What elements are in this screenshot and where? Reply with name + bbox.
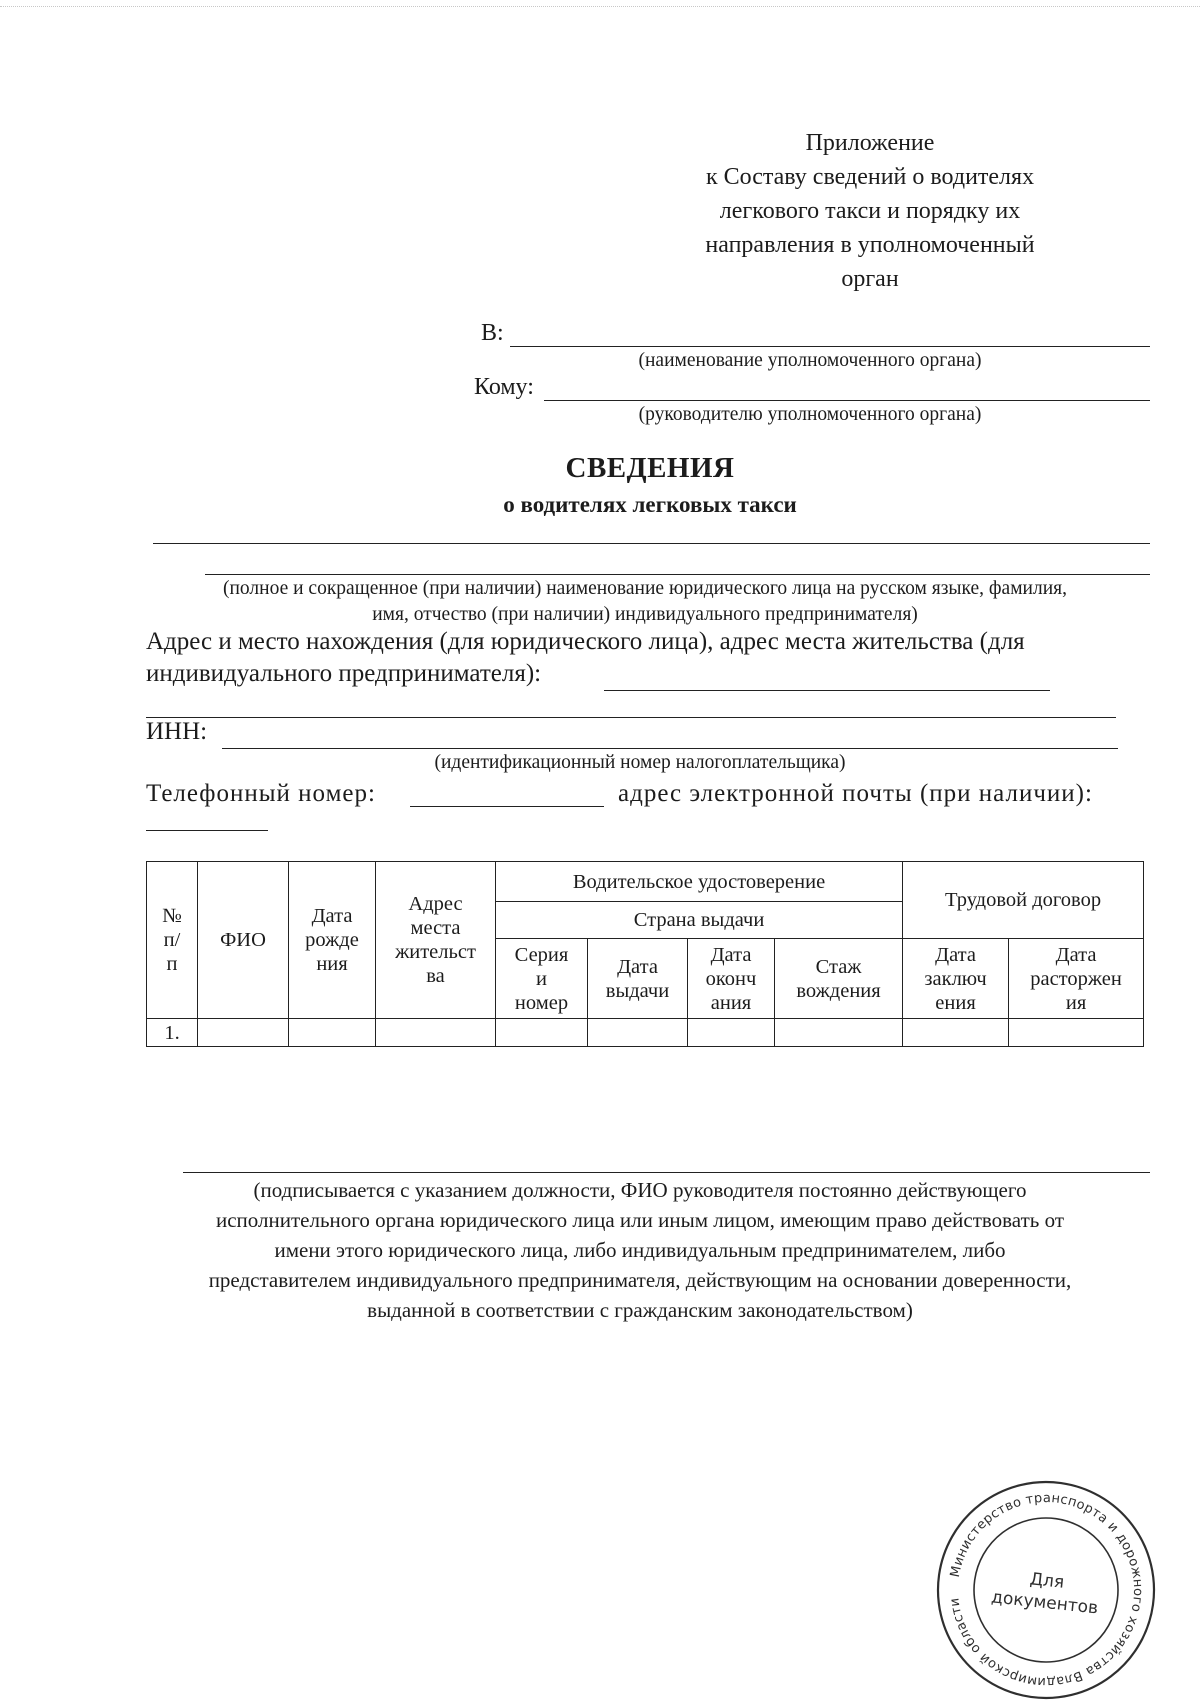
col-header-termination-date [1009,939,1144,1019]
signature-note-line: (подписывается с указанием должности, ФИО руководителя постоянно действующего [253,1178,1027,1202]
col-header-end-line: Дата [710,943,752,966]
table-cell[interactable] [903,1019,1009,1047]
col-header-series-line: Серия [514,943,569,966]
org-name-line-1[interactable] [153,543,1150,544]
email-input-line[interactable] [146,830,268,831]
col-header-number-line: п/ [163,929,181,951]
table-cell[interactable] [198,1019,289,1047]
col-header-experience-line: вождения [796,979,881,1002]
stamp-ring-text: Министерство транспорта и дорожного хозяйства Владимирской области [947,1490,1146,1690]
col-header-end-line: оконч [705,967,757,990]
col-header-address-line: жительст [395,941,476,963]
col-header-issue-line: выдачи [605,979,670,1002]
whom-label: Кому: [474,374,534,400]
col-header-number-line: № [162,905,182,927]
appendix-line: орган [841,266,899,292]
signature-note-line: представителем индивидуального предпринимателя, действующим на основании доверенности, [208,1268,1072,1292]
signature-note-line: выданной в соответствии с гражданским законодательством) [367,1298,913,1322]
inn-label: ИНН: [146,718,208,745]
stamp-center-line-2: документов [990,1587,1100,1619]
appendix-header [640,126,1100,296]
signature-note [140,1175,1140,1325]
col-header-issue-date [588,939,688,1019]
to-label: В: [481,320,504,346]
phone-input-line[interactable] [410,806,604,807]
col-header-contract-line: Дата [935,943,976,966]
whom-input-line[interactable] [544,400,1150,401]
signature-note-line: имени этого юридического лица, либо индивидуальным предпринимателем, либо [274,1238,1006,1262]
to-hint: (наименование уполномоченного органа) [638,350,982,371]
signature-line[interactable] [183,1172,1150,1173]
table-cell[interactable] [376,1019,496,1047]
col-header-termination-line: ия [1065,991,1087,1014]
table-cell[interactable] [1009,1019,1144,1047]
group-header-license: Водительское удостоверение [496,862,903,902]
col-header-number-line: п [166,953,178,975]
col-header-termination-line: Дата [1055,943,1097,966]
col-header-birth-line: Дата [311,905,353,927]
scan-top-edge [0,6,1200,7]
inn-input-line[interactable] [222,748,1118,749]
org-hint-line-1: (полное и сокращенное (при наличии) наименование юридического лица на русском языке, фамилия, [223,578,1067,599]
col-header-contract-date [903,939,1009,1019]
table-cell[interactable] [588,1019,688,1047]
address-label-line-2: индивидуального предпринимателя): [146,660,542,687]
official-stamp [934,1478,1158,1702]
appendix-line: Приложение [805,130,935,156]
document-subtitle: о водителях легковых такси [503,492,797,517]
appendix-line: к Составу сведений о водителях [705,164,1035,190]
col-header-contract-line: заключ [924,967,987,990]
table-cell[interactable] [688,1019,775,1047]
col-header-address [376,862,496,1019]
col-header-number [147,862,198,1019]
col-header-address-line: Адрес [408,893,463,915]
table-cell[interactable] [496,1019,588,1047]
to-input-line[interactable] [510,346,1150,347]
table-cell[interactable] [775,1019,903,1047]
col-header-address-line: ва [426,965,445,987]
signature-note-line: исполнительного органа юридического лица или иным лицом, имеющим право действовать от [215,1208,1064,1232]
col-header-fio: ФИО [198,862,289,1019]
col-header-issue-line: Дата [617,955,658,978]
group-header-contract: Трудовой договор [903,862,1144,939]
col-header-termination-line: расторжен [1030,967,1122,990]
col-header-birth-date [289,862,376,1019]
address-input-line-1[interactable] [604,690,1050,691]
whom-hint: (руководителю уполномоченного органа) [638,404,982,425]
col-header-birth-line: рожде [305,929,359,951]
col-header-experience [775,939,903,1019]
phone-label: Телефонный номер: [146,780,376,807]
email-label: адрес электронной почты (при наличии): [618,780,1093,807]
col-header-experience-line: Стаж [815,955,862,978]
col-header-series-line: и [536,967,547,990]
org-hint-line-2: имя, отчество (при наличии) индивидуального предпринимателя) [372,604,918,625]
stamp-center-line-1: Для [1028,1569,1066,1593]
address-label-line-1: Адрес и место нахождения (для юридического лица), адрес места жительства (для [146,628,1025,655]
appendix-line: направления в уполномоченный [705,232,1035,258]
address-input-line-2[interactable] [146,717,1116,718]
col-header-contract-line: ения [935,991,976,1014]
col-header-address-line: места [410,917,461,939]
col-header-birth-line: ния [316,953,348,975]
table-cell[interactable] [289,1019,376,1047]
col-header-series-line: номер [514,991,569,1014]
inn-hint: (идентификационный номер налогоплательщика) [434,752,846,773]
row-number-cell: 1. [147,1019,198,1047]
drivers-table [146,861,1144,1047]
appendix-line: легкового такси и порядку их [719,198,1021,224]
col-header-series [496,939,588,1019]
col-header-end-line: ания [710,991,752,1014]
col-header-end-date [688,939,775,1019]
sub-header-country: Страна выдачи [496,902,903,939]
table-row [147,1019,1144,1047]
org-name-line-2[interactable] [205,574,1150,575]
document-title: СВЕДЕНИЯ [565,452,735,484]
